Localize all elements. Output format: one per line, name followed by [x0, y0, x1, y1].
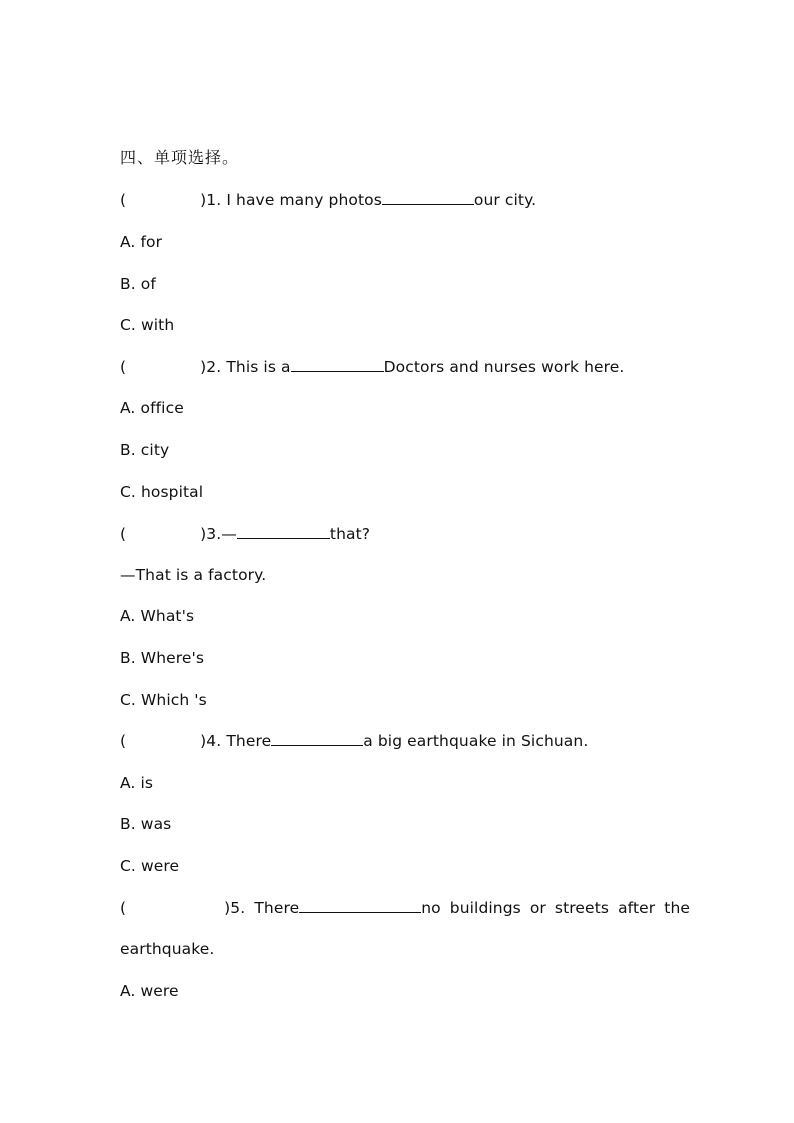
- question-3-text-before: —: [221, 525, 237, 543]
- question-3-text-after: that?: [329, 525, 371, 543]
- question-3-option-c: C. Which 's: [120, 691, 207, 709]
- question-2: [120, 357, 624, 377]
- question-5-text-before: There: [254, 899, 300, 917]
- question-4-text-before: There: [226, 732, 272, 750]
- question-3: [120, 524, 370, 544]
- question-4-text-after: a big earthquake in Sichuan.: [363, 732, 589, 750]
- question-1-number: )1.: [200, 191, 222, 209]
- question-5-open-paren: (: [120, 899, 127, 917]
- question-5-continuation: earthquake.: [120, 940, 215, 958]
- question-3-option-b: B. Where's: [120, 649, 205, 667]
- question-5-number: )5.: [224, 899, 246, 917]
- question-4-option-c: C. were: [120, 857, 180, 875]
- question-2-option-a: A. office: [120, 399, 184, 417]
- question-3-answer-line: —That is a factory.: [120, 566, 267, 584]
- question-1-text-before: I have many photos: [226, 191, 382, 209]
- question-1-blank: [382, 190, 474, 205]
- question-5-text-after: no buildings or streets after the: [421, 899, 691, 917]
- question-4-open-paren: (: [120, 732, 127, 750]
- question-2-text-after: Doctors and nurses work here.: [383, 358, 625, 376]
- question-2-blank: [291, 357, 384, 372]
- question-4-option-a: A. is: [120, 774, 154, 792]
- question-5-blank: [299, 898, 421, 913]
- section-title: 四、单项选择。: [120, 148, 240, 167]
- question-1: [120, 190, 536, 210]
- question-5: [120, 898, 690, 918]
- question-2-text-before: This is a: [226, 358, 291, 376]
- question-2-option-c: C. hospital: [120, 483, 204, 501]
- question-4-number: )4.: [200, 732, 222, 750]
- question-1-option-b: B. of: [120, 275, 156, 293]
- question-2-open-paren: (: [120, 358, 127, 376]
- question-1-text-after: our city.: [473, 191, 537, 209]
- question-2-number: )2.: [200, 358, 222, 376]
- question-4-blank: [271, 731, 363, 746]
- question-4: [120, 731, 588, 751]
- question-3-number: )3.: [200, 525, 222, 543]
- question-2-option-b: B. city: [120, 441, 170, 459]
- question-3-open-paren: (: [120, 525, 127, 543]
- question-1-option-a: A. for: [120, 233, 163, 251]
- question-4-option-b: B. was: [120, 815, 172, 833]
- question-1-open-paren: (: [120, 191, 127, 209]
- question-5-option-a: A. were: [120, 982, 179, 1000]
- question-3-option-a: A. What's: [120, 607, 195, 625]
- question-1-option-c: C. with: [120, 316, 175, 334]
- question-3-blank: [237, 524, 330, 539]
